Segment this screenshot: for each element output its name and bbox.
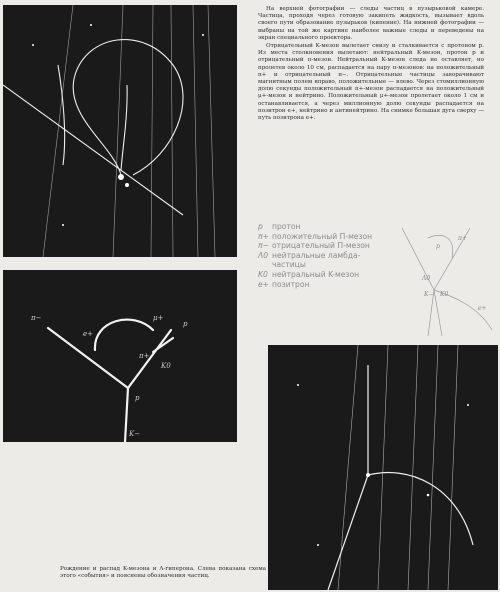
label-p-bottom: p [135,394,140,402]
bubble-chamber-photo-top [3,5,237,257]
legend-symbol: Λ0 [258,250,269,260]
legend-symbol: e+ [258,279,270,289]
legend-item [258,241,390,251]
diagram-label-pi-plus: π+ [458,235,467,242]
article-paragraph-1: На верхней фотографии — следы частиц в пузырьковой камере. Частица, проходя через готовую закипеть жидкость, вызывает вдоль своего пути образование пузырьков (кипение). На нижней фотографии — выбраны на той же картине наиболее важные следы и переведены на экран специального проектора. [258,6,484,41]
legend-item [258,280,390,290]
legend-symbol: π− [258,241,269,251]
label-e-plus: e+ [83,330,94,338]
particle-legend [258,222,390,289]
legend-label: протон [272,222,301,231]
legend-label: нейтральные ламбда-частицы [272,250,361,270]
diagram-label-e-plus: e+ [478,305,487,312]
diagram-label-k0: K0 [440,291,449,298]
article-text [258,6,484,123]
label-mu-plus: μ+ [153,314,164,322]
legend-label: позитрон [272,279,310,289]
projected-tracks-photo [3,270,237,442]
diagram-label-lambda: Λ0 [422,275,431,282]
legend-symbol: π+ [258,231,269,241]
event-schematic-diagram [392,218,496,338]
legend-item [258,232,390,242]
figure-caption [60,566,266,580]
legend-symbol: p [258,222,263,231]
legend-item [258,270,390,280]
article-paragraph-2: Отрицательный K-мезон вылетает снизу и сталкивается с протоном p. Из места столкновения вылетают: нейтральный K-мезон, протон p и отрицательный π-мезон. Нейтральный K-мезон следа не оставляет, но пролетев около 10 см, распадается на пару π-мезонов: на положительный π+ и отрицательный π−. Отрицательные частицы заворачивают магнитным полем вправо, положительные — влево. Через стомиллионную долю секунды положительный π+-мезон распадается на положительный μ+-мезон и нейтрино. Положительный μ+-мезон пролетает около 1 см и останавливается, а через миллионную долю секунды распадается на позитрон e+, нейтрино и антинейтрино. На снимке большая дуга сверху — путь позитрона e+. [258,43,484,122]
legend-item [258,251,390,270]
label-pi-plus: π+ [139,352,150,360]
legend-label: нейтральный K-мезон [272,269,360,279]
diagram-label-k-minus: K− [424,291,434,298]
bubble-chamber-photo-bottom [268,345,498,590]
legend-symbol: K0 [258,269,268,279]
legend-item [258,222,390,232]
caption-text: Рождение и распад K-мезона и Λ-гиперона. Слева показана схема этого «события» и пояснены обозначения частиц. [60,566,266,580]
label-k0: K0 [161,362,171,370]
legend-label: положительный П-мезон [272,231,373,241]
legend-label: отрицательный П-мезон [272,241,370,251]
diagram-label-p: p [436,243,440,250]
label-p-top: p [183,320,188,328]
label-k-minus: K− [129,430,141,438]
label-pi-minus: π− [31,314,42,322]
